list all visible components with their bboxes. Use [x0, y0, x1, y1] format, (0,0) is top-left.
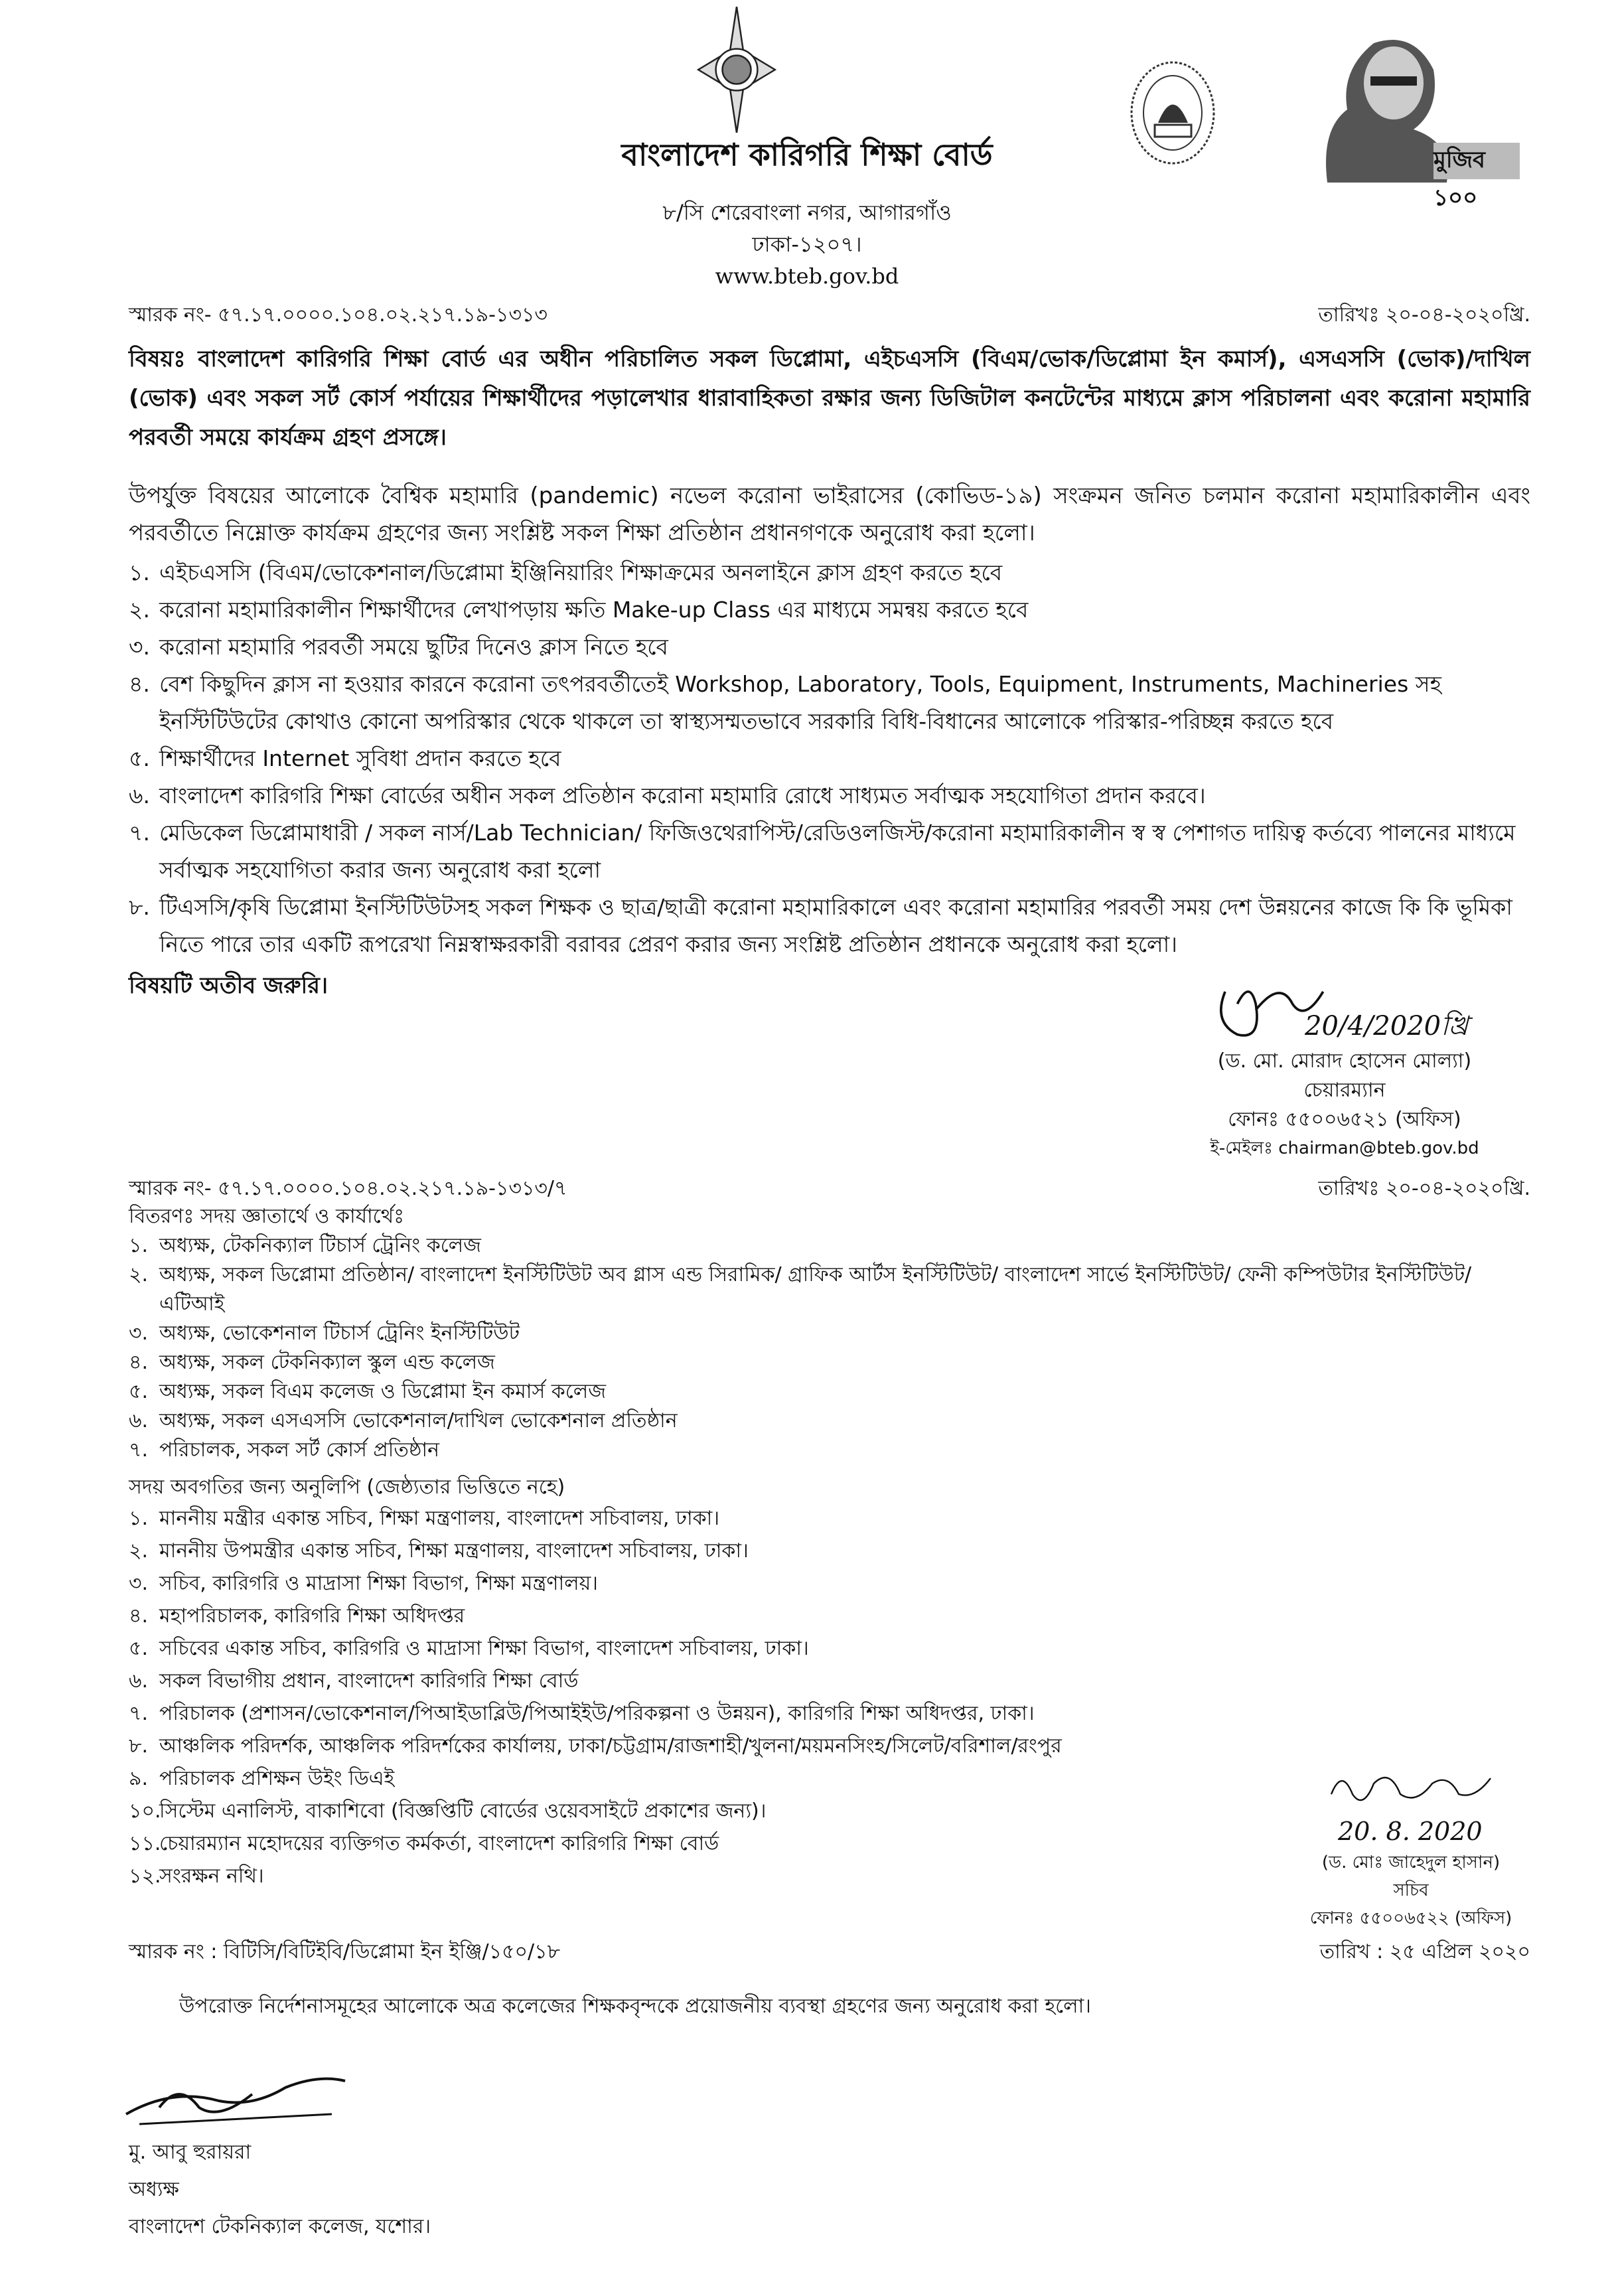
copy-item-number: ১১.: [129, 1832, 161, 1855]
memo3-date: তারিখ : ২৫ এপ্রিল ২০২০: [1319, 1940, 1530, 1963]
memo-reference: স্মারক নং- ৫৭.১৭.০০০০.১০৪.০২.২১৭.১৯-১৩১৩: [129, 303, 548, 327]
instruction-item-text: করোনা মহামারি পরবর্তী সময়ে ছুটির দিনেও ক্লাস নিতে হবে: [159, 634, 668, 660]
address-line1: ৮/সি শেরেবাংলা নগর, আগারগাঁও: [662, 200, 952, 225]
distribution-item-number: ৬.: [129, 1409, 149, 1432]
copy-item-text: চেয়ারম্যান মহোদয়ের ব্যক্তিগত কর্মকর্তা, বাংলাদেশ কারিগরি শিক্ষা বোর্ড: [159, 1832, 719, 1855]
distribution-list: [129, 1231, 1530, 1465]
instruction-item-number: ৮.: [129, 894, 150, 920]
copy-item-text: মহাপরিচালক, কারিগরি শিক্ষা অধিদপ্তর: [159, 1604, 465, 1628]
copy-item: [129, 1600, 1278, 1632]
copy-item-text: সকল বিভাগীয় প্রধান, বাংলাদেশ কারিগরি শিক্ষা বোর্ড: [159, 1669, 579, 1693]
website-link[interactable]: www.bteb.gov.bd: [715, 264, 899, 289]
copy-item-number: ৩.: [129, 1572, 149, 1595]
copy-item-text: মাননীয় উপমন্ত্রীর একান্ত সচিব, শিক্ষা মন্ত্রণালয়, বাংলাদেশ সচিবালয়, ঢাকা।: [159, 1539, 749, 1563]
copy-item: [129, 1632, 1278, 1665]
distribution-item: [129, 1231, 1530, 1261]
distribution-item-text: অধ্যক্ষ, সকল ডিপ্লোমা প্রতিষ্ঠান/ বাংলাদেশ ইনস্টিটিউট অব গ্লাস এন্ড সিরামিক/ গ্রাফিক আর্টস ইনস্টিটিউট/ বাংলাদেশ সার্ভে ইনস্টিটিউট/ ফেনী কম্পিউটার ইনস্টিটিউট/ এটিআই: [159, 1263, 1472, 1316]
copy-item: [129, 1860, 1278, 1892]
chairman-title: চেয়ারম্যান: [1303, 1079, 1386, 1102]
chairman-signature-block: [1159, 967, 1530, 1162]
instruction-item-number: ৬.: [129, 783, 150, 808]
instruction-list: [129, 554, 1530, 963]
principal-org: বাংলাদেশ টেকনিক্যাল কলেজ, যশোর।: [129, 2215, 431, 2238]
memo2-header-row: [129, 1176, 1530, 1202]
distribution-item-text: অধ্যক্ষ, সকল টেকনিক্যাল স্কুল এন্ড কলেজ: [159, 1351, 495, 1374]
instruction-item-text: মেডিকেল ডিপ্লোমাধারী / সকল নার্স/Lab Technician/ ফিজিওথেরাপিস্ট/রেডিওলজিস্ট/করোনা মহামারিকালীন স্ব স্ব পেশাগত দায়িত্ব কর্তব্যে পালনের মাধ্যমে সর্বাত্মক সহযোগিতা করার জন্য অনুরোধ করা হলো: [159, 820, 1516, 883]
secretary-signature-date: 20. 8. 2020: [1338, 1817, 1483, 1846]
distribution-item-number: ৪.: [129, 1351, 149, 1374]
copy-item-number: ২.: [129, 1539, 149, 1563]
instruction-item-text: করোনা মহামারিকালীন শিক্ষার্থীদের লেখাপড়ায় ক্ষতি Make-up Class এর মাধ্যমে সমন্বয় করতে হবে: [159, 597, 1029, 623]
distribution-item-number: ২.: [129, 1263, 149, 1286]
instruction-item-number: ৭.: [129, 820, 150, 846]
copy-item-text: সংরক্ষন নথি।: [159, 1865, 264, 1888]
distribution-item-text: অধ্যক্ষ, সকল এসএসসি ভোকেশনাল/দাখিল ভোকেশনাল প্রতিষ্ঠান: [159, 1409, 678, 1432]
memo-intro: উপর্যুক্ত বিষয়ের আলোকে বৈশ্বিক মহামারি (pandemic) নভেল করোনা ভাইরাসের (কোভিড-১৯) সংক্রমন জনিত চলমান করোনা মহামারিকালীন এবং পরবর্তীতে নিম্নোক্ত কার্যক্রম গ্রহণের জন্য সংশ্লিষ্ট সকল শিক্ষা প্রতিষ্ঠান প্রধানগণকে অনুরোধ করা হলো।: [129, 483, 1530, 546]
copy-item: [129, 1795, 1278, 1827]
secretary-signature: [1298, 1762, 1524, 1815]
mujib-100-logo: মুজিব ১০০: [1301, 30, 1526, 183]
distribution-item-text: অধ্যক্ষ, সকল বিএম কলেজ ও ডিপ্লোমা ইন কমার্স কলেজ: [159, 1380, 607, 1403]
copy-item-number: ১০.: [129, 1799, 161, 1823]
principal-title: অধ্যক্ষ: [129, 2178, 179, 2201]
instruction-item-number: ২.: [129, 597, 150, 623]
copy-list: [129, 1502, 1278, 1892]
distribution-item-text: অধ্যক্ষ, ভোকেশনাল টিচার্স ট্রেনিং ইনস্টিটিউট: [159, 1322, 520, 1345]
copy-item-text: পরিচালক (প্রশাসন/ভোকেশনাল/পিআইডাব্লিউ/পিআইইউ/পরিকল্পনা ও উন্নয়ন), কারিগরি শিক্ষা অধিদপ্তর, ঢাকা।: [159, 1702, 1035, 1725]
distribution-item: [129, 1407, 1530, 1436]
distribution-item: [129, 1319, 1530, 1348]
distribution-item: [129, 1436, 1530, 1465]
instruction-item: [129, 777, 1530, 814]
memo3-header-row: [129, 1939, 1530, 1965]
instruction-item-number: ৫.: [129, 745, 150, 771]
secretary-phone: ফোনঃ ৫৫০০৬৫২২ (অফিস): [1309, 1908, 1512, 1928]
copy-item-number: ১.: [129, 1507, 149, 1530]
copy-item: [129, 1730, 1278, 1762]
distribution-item-number: ৩.: [129, 1322, 149, 1345]
memo-header-row: [129, 302, 1530, 329]
instruction-item-text: শিক্ষার্থীদের Internet সুবিধা প্রদান করতে হবে: [159, 745, 561, 771]
copy-item-number: ৭.: [129, 1702, 149, 1725]
distribution-item-text: পরিচালক, সকল সর্ট কোর্স প্রতিষ্ঠান: [159, 1438, 439, 1462]
urgent-note: বিষয়টি অতীব জরুরি।: [129, 972, 329, 999]
chairman-name: (ড. মো. মোরাদ হোসেন মোল্যা): [1217, 1049, 1472, 1073]
secretary-signature-block: [1291, 1762, 1530, 1932]
memo-date: তারিখঃ ২০-০৪-২০২০খ্রি.: [1318, 303, 1530, 327]
instruction-item-text: বাংলাদেশ কারিগরি শিক্ষা বোর্ডের অধীন সকল প্রতিষ্ঠান করোনা মহামারি রোধে সাধ্যমত সর্বাত্মক সহযোগিতা প্রদান করবে।: [159, 783, 1206, 808]
instruction-item-number: ৪.: [129, 671, 150, 697]
instruction-item: [129, 889, 1530, 963]
copy-item-text: আঞ্চলিক পরিদর্শক, আঞ্চলিক পরিদর্শকের কার্যালয়, ঢাকা/চট্টগ্রাম/রাজশাহী/খুলনা/ময়মনসিংহ/সিলেট/বরিশাল/রংপুর: [159, 1734, 1062, 1758]
copy-item-text: মাননীয় মন্ত্রীর একান্ত সচিব, শিক্ষা মন্ত্রণালয়, বাংলাদেশ সচিবালয়, ঢাকা।: [159, 1507, 720, 1530]
copies-row: [129, 1502, 1530, 1928]
copy-item-number: ৫.: [129, 1637, 149, 1660]
copy-item-number: ৬.: [129, 1669, 149, 1693]
secretary-signature-area: [1298, 1762, 1524, 1849]
copy-item-text: সচিবের একান্ত সচিব, কারিগরি ও মাদ্রাসা শিক্ষা বিভাগ, বাংলাদেশ সচিবালয়, ঢাকা।: [159, 1637, 809, 1660]
copy-item-text: সচিব, কারিগরি ও মাদ্রাসা শিক্ষা বিভাগ, শিক্ষা মন্ত্রণালয়।: [159, 1572, 598, 1595]
copy-item: [129, 1697, 1278, 1730]
principal-signature: [119, 2061, 358, 2134]
copy-item: [129, 1827, 1278, 1860]
distribution-item-text: অধ্যক্ষ, টেকনিক্যাল টিচার্স ট্রেনিং কলেজ: [159, 1234, 481, 1257]
instruction-item-number: ১.: [129, 560, 150, 585]
copy-item-number: ৪.: [129, 1604, 149, 1628]
instruction-item: [129, 666, 1530, 740]
copy-item: [129, 1665, 1278, 1697]
chairman-phone: ফোনঃ ৫৫০০৬৫২১ (অফিস): [1228, 1108, 1461, 1131]
distribution-item-number: ১.: [129, 1234, 149, 1257]
copy-item: [129, 1762, 1278, 1795]
principal-name: মু. আবু হুরায়রা: [129, 2141, 252, 2164]
instruction-item-text: এইচএসসি (বিএম/ভোকেশনাল/ডিপ্লোমা ইঞ্জিনিয়ারিং শিক্ষাক্রমের অনলাইনে ক্লাস গ্রহণ করতে হবে: [159, 560, 1003, 585]
chairman-signature-date: 20/4/2020খ্রি: [1305, 1011, 1469, 1041]
instruction-item: [129, 629, 1530, 666]
copy-item-text: সিস্টেম এনালিস্ট, বাকাশিবো (বিজ্ঞপ্তিটি বোর্ডের ওয়েবসাইটে প্রকাশের জন্য)।: [159, 1799, 767, 1823]
closing-row: [129, 967, 1530, 1162]
secretary-title: সচিব: [1393, 1880, 1429, 1900]
copy-item: [129, 1567, 1278, 1600]
distribution-item: [129, 1377, 1530, 1407]
copy-item: [129, 1535, 1278, 1567]
copy-item-number: ১২.: [129, 1865, 161, 1888]
distribution-item-number: ৭.: [129, 1438, 149, 1462]
instruction-item-number: ৩.: [129, 634, 150, 660]
chairman-email: ই-মেইলঃ chairman@bteb.gov.bd: [1210, 1138, 1479, 1158]
instruction-item: [129, 591, 1530, 629]
distribution-item: [129, 1348, 1530, 1377]
instruction-item-text: টিএসসি/কৃষি ডিপ্লোমা ইনস্টিটিউটসহ সকল শিক্ষক ও ছাত্র/ছাত্রী করোনা মহামারিকালে এবং করোনা মহামারির পরবর্তী সময় দেশ উন্নয়নের কাজে কি কি ভূমিকা নিতে পারে তার একটি রূপরেখা নিম্নস্বাক্ষরকারী বরাবর প্রেরণ করার জন্য সংশ্লিষ্ট প্রতিষ্ঠান প্রধানকে অনুরোধ করা হলো।: [159, 894, 1512, 957]
memo3-reference: স্মারক নং : বিটিসি/বিটিইবি/ডিপ্লোমা ইন ইঞ্জি/১৫০/১৮: [129, 1940, 561, 1963]
copy-heading: সদয় অবগতির জন্য অনুলিপি (জেষ্ঠ্যতার ভিত্তিতে নহে): [129, 1476, 565, 1499]
distribution-heading: বিতরণঃ সদয় জ্ঞাতার্থে ও কার্যার্থেঃ: [129, 1205, 405, 1228]
memo2-reference: স্মারক নং- ৫৭.১৭.০০০০.১০৪.০২.২১৭.১৯-১৩১৩/৭: [129, 1177, 567, 1200]
copy-item-number: ৮.: [129, 1734, 149, 1758]
chairman-signature-area: [1205, 967, 1484, 1047]
address-line2: ঢাকা-১২০৭।: [752, 232, 862, 257]
copy-item: [129, 1502, 1278, 1535]
copy-item-number: ৯.: [129, 1767, 149, 1790]
distribution-item-number: ৫.: [129, 1380, 149, 1403]
memo-subject: বিষয়ঃ বাংলাদেশ কারিগরি শিক্ষা বোর্ড এর অধীন পরিচালিত সকল ডিপ্লোমা, এইচএসসি (বিএম/ভোক/ডিপ্লোমা ইন কমার্স), এসএসসি (ভোক)/দাখিল (ভোক) এবং সকল সর্ট কোর্স পর্যায়ের শিক্ষার্থীদের পড়ালেখার ধারাবাহিকতা রক্ষার জন্য ডিজিটাল কনটেন্টের মাধ্যমে ক্লাস পরিচালনা এবং করোনা মহামারি পরবর্তী সময়ে কার্যক্রম গ্রহণ প্রসঙ্গে।: [129, 346, 1530, 451]
distribution-item: [129, 1261, 1530, 1319]
secretary-name: (ড. মোঃ জাহেদুল হাসান): [1321, 1853, 1501, 1873]
instruction-item: [129, 554, 1530, 591]
copy-item-text: পরিচালক প্রশিক্ষন উইং ডিএই: [159, 1767, 395, 1790]
org-name: বাংলাদেশ কারিগরি শিক্ষা বোর্ড: [621, 137, 993, 173]
memo3-body: উপরোক্ত নির্দেশনাসমূহের আলোকে অত্র কলেজের শিক্ষকবৃন্দকে প্রয়োজনীয় ব্যবস্থা গ্রহণের জন্য অনুরোধ করা হলো।: [179, 1995, 1092, 2018]
instruction-item-text: বেশ কিছুদিন ক্লাস না হওয়ার কারনে করোনা তৎপরবর্তীতেই Workshop, Laboratory, Tools, Equipment, Instruments, Machineries সহ ইনস্টিটিউটের কোথাও কোনো অপরিস্কার থেকে থাকলে তা স্বাস্থ্যসম্মতভাবে সরকারি বিধি-বিধানের আলোকে পরিস্কার-পরিচ্ছন্ন করতে হবে: [159, 671, 1441, 734]
instruction-item: [129, 740, 1530, 777]
memo2-date: তারিখঃ ২০-০৪-২০২০খ্রি.: [1318, 1177, 1530, 1200]
instruction-item: [129, 814, 1530, 889]
